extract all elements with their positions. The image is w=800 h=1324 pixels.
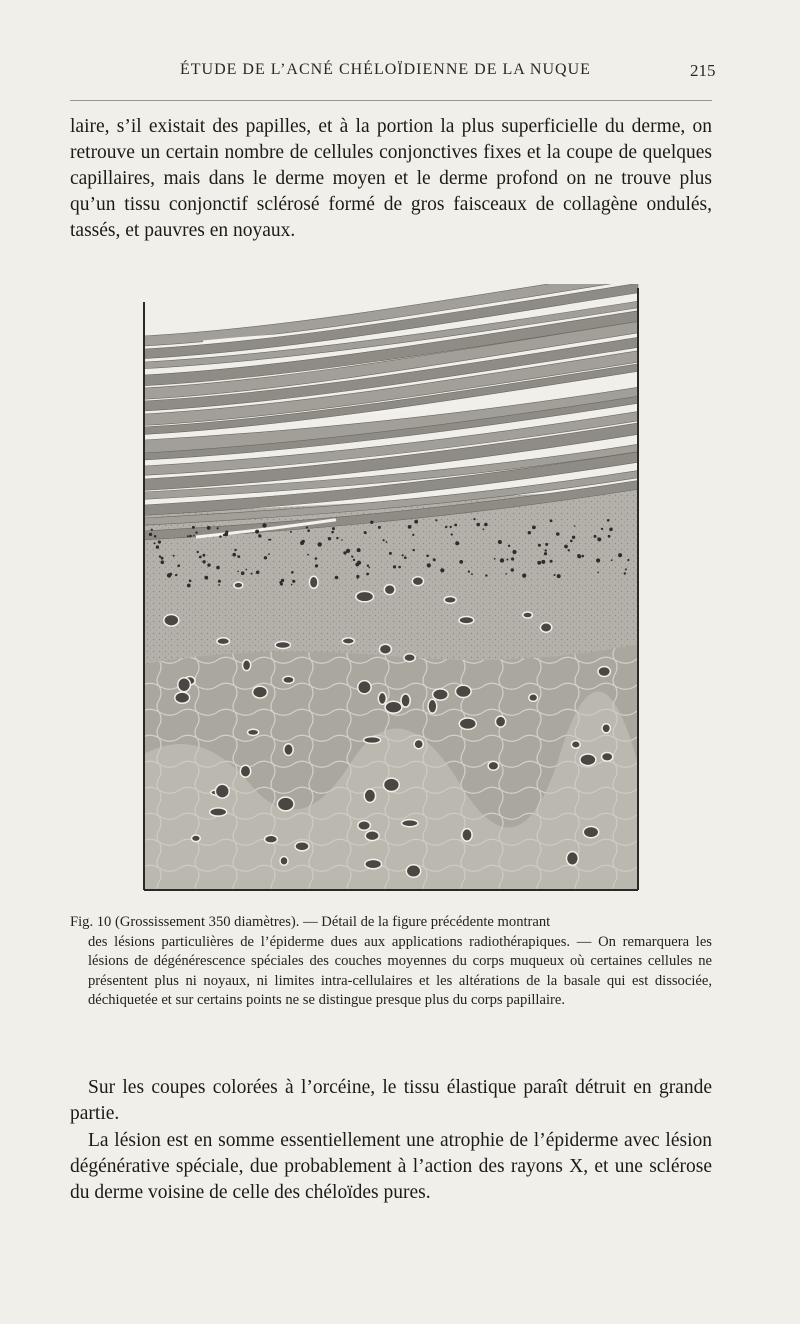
pigment-granule [413,549,415,551]
pigment-granule [597,537,601,541]
pigment-granule [498,540,502,544]
pigment-granule [207,526,211,530]
figure-caption [70,913,712,1011]
pigment-granule [383,539,385,541]
pigment-granule [331,531,334,534]
cell-nucleus [365,859,382,868]
pigment-granule [597,572,599,574]
histology-illustration [140,284,645,894]
pigment-granule [207,563,210,566]
cell-nucleus [540,623,551,632]
cell-nucleus [295,842,309,851]
pigment-granule [624,572,626,574]
pigment-granule [485,574,487,576]
pigment-granule [315,564,318,567]
cell-nucleus [385,701,402,713]
pigment-granule [262,523,266,527]
tissue-layers [144,489,638,890]
pigment-granule [601,528,603,530]
pigment-granule [435,519,437,521]
pigment-granule [256,571,260,575]
pigment-granule [608,535,611,538]
pigment-granule [556,532,560,536]
pigment-granule [625,568,627,570]
cell-nucleus [523,612,533,618]
cell-nucleus [365,831,379,841]
pigment-granule [506,559,508,561]
pigment-granule [512,550,516,554]
pigment-granule [232,553,236,557]
cell-nucleus [309,576,318,588]
cell-nucleus [602,753,613,762]
pigment-granule [336,537,338,539]
pigment-granule [255,530,259,534]
cell-nucleus [243,660,251,671]
pigment-granule [404,556,407,559]
pigment-granule [609,528,613,532]
cell-nucleus [234,582,243,588]
pigment-granule [484,523,488,527]
paragraph-derme: laire, s’il existait des papilles, et à la portion la plus superficielle du derme, on retrouve un certain nombre de cellules conjonctives fixes et la coupe de quelques capillaires, mais dans le derme moyen et le derme profond on ne trouve plus qu’un tissu conjonctif sclérosé formé de gros faisceaux de collagène ondulés, tassés, et pauvres en noyaux. [70,116,712,241]
pigment-granule [307,554,309,556]
pigment-granule [202,560,205,563]
pigment-granule [237,555,240,558]
cell-nucleus [414,740,423,749]
pigment-granule [505,573,507,575]
pigment-granule [149,533,152,536]
cell-nucleus [364,737,381,744]
pigment-granule [427,563,431,567]
cell-nucleus [284,744,293,756]
pigment-granule [258,534,261,537]
cell-nucleus [580,754,596,766]
pigment-granule [627,559,629,561]
pigment-granule [445,526,447,528]
histology-figure [140,284,645,894]
pigment-granule [151,529,153,531]
pigment-granule [574,525,576,527]
pigment-granule [522,574,526,578]
pigment-granule [370,521,373,524]
pigment-granule [389,552,392,555]
pigment-granule [154,542,156,544]
cell-nucleus [412,577,423,586]
pigment-granule [204,576,208,580]
pigment-granule [291,571,294,574]
pigment-granule [268,553,270,555]
pigment-granule [476,523,480,527]
pigment-granule [161,560,165,564]
collagen-bundle [144,284,638,359]
pigment-granule [454,524,457,527]
pigment-granule [307,529,310,532]
cell-nucleus [401,694,410,707]
cell-nucleus [444,597,456,604]
cell-nucleus [277,797,294,811]
pigment-granule [511,557,514,560]
cell-nucleus [406,865,420,878]
cell-nucleus [217,638,230,645]
pigment-granule [219,535,221,537]
pigment-granule [367,565,369,567]
pigment-granule [450,526,452,528]
cell-nucleus [459,718,476,729]
pigment-granule [302,540,305,543]
pigment-granule [251,573,253,575]
pigment-granule [414,520,418,524]
cell-nucleus [602,724,610,733]
cell-nucleus [210,808,227,816]
pigment-granule [341,539,343,541]
pigment-granule [532,526,536,530]
pigment-granule [328,537,331,540]
pigment-granule [290,531,292,533]
pigment-granule [594,535,597,538]
pigment-granule [161,557,164,560]
pigment-granule [550,560,553,563]
pigment-granule [393,565,396,568]
cell-nucleus [240,765,250,777]
pigment-granule [494,558,496,560]
pigment-granule [203,554,206,557]
pigment-granule [596,558,600,562]
pigment-granule [607,519,610,522]
pigment-granule [234,549,236,551]
cell-nucleus [248,729,259,735]
pigment-granule [508,545,510,547]
cell-nucleus [462,829,472,842]
pigment-granule [455,541,459,545]
pigment-granule [408,525,412,529]
pigment-granule [378,526,381,529]
pigment-granule [426,555,429,558]
pigment-granule [223,534,225,536]
cell-nucleus [598,667,610,677]
cell-nucleus [378,692,386,704]
pigment-granule [386,541,388,543]
pigment-granule [440,568,444,572]
pigment-granule [195,531,197,533]
cell-nucleus [164,615,179,627]
pigment-granule [318,542,322,546]
pigment-granule [335,576,339,580]
cell-nucleus [567,852,579,866]
pigment-granule [346,549,350,553]
cell-nucleus [364,789,375,802]
pigment-granule [291,584,293,586]
paragraph-conclusion: La lésion est en somme essentiellement une atrophie de l’épiderme avec lésion dégénérative spéciale, due probablement à l’action des rayons X, et une sclérose du derme voisine de celle des chéloïdes pures. [70,1130,712,1203]
pigment-granule [218,580,221,583]
cell-nucleus [459,617,474,624]
pigment-granule [241,571,245,575]
pigment-granule [545,543,548,546]
pigment-granule [156,545,159,548]
pigment-granule [280,583,283,586]
pigment-granule [245,569,247,571]
pigment-granule [538,544,541,547]
pigment-granule [353,559,355,561]
cell-nucleus [265,835,278,843]
pigment-granule [173,555,175,557]
pigment-granule [169,573,172,576]
pigment-granule [197,551,199,553]
pigment-granule [216,566,220,570]
pigment-granule [459,560,463,564]
cell-nucleus [342,638,354,644]
cell-nucleus [253,686,268,698]
pigment-granule [473,518,475,520]
pigment-granule [189,535,192,538]
cell-nucleus [215,784,229,798]
pigment-granule [451,533,453,535]
running-head [0,58,800,88]
cell-nucleus [571,741,580,748]
pigment-granule [564,545,568,549]
pigment-granule [511,568,514,571]
pigment-granule [550,519,553,522]
pigment-granule [292,580,295,583]
pigment-granule [159,555,161,557]
pigment-granule [572,536,575,539]
cell-nucleus [404,654,415,662]
caption-first-line: Fig. 10 (Grossissement 350 diamètres). — Détail de la figure précédente montrant [70,914,551,930]
pigment-granule [199,556,202,559]
pigment-granule [187,535,189,537]
pigment-granule [154,535,157,538]
cell-nucleus [583,827,598,838]
cell-nucleus [358,681,371,694]
cell-nucleus [384,778,400,791]
pigment-granule [269,539,271,541]
pigment-granule [468,571,470,573]
cell-nucleus [433,689,449,700]
cell-nucleus [280,857,288,866]
pigment-granule [351,556,353,558]
pigment-granule [332,527,335,530]
pigment-granule [364,531,367,534]
pigment-granule [264,556,267,559]
cell-nucleus [402,820,418,827]
cell-nucleus [456,685,472,697]
pigment-granule [557,574,561,578]
pigment-granule [544,552,547,555]
cell-nucleus [192,835,201,842]
cell-nucleus [175,692,190,703]
cell-nucleus [283,676,294,683]
pigment-granule [500,558,504,562]
pigment-granule [471,573,473,575]
pigment-granule [568,549,570,551]
pigment-granule [306,526,308,528]
pigment-granule [581,555,584,558]
pigment-granule [218,584,220,586]
caption-continuation: des lésions particulières de l’épiderme dues aux applications radiothérapiques. — On remarquera les lésions de dégénérescence spéciales des couches moyennes du corps muqueux où certaines cellules ne présentent plus ni noyaux, ni limites intra-cellulaires et les altérations de la basale qui est dissociée, déchiquetée et sur certains points ne se distingue presque plus du corps papillaire. [88,933,712,1008]
pigment-granule [578,555,582,559]
pigment-granule [187,584,191,588]
cell-nucleus [356,591,374,601]
cell-nucleus [529,694,538,702]
cell-nucleus [428,699,437,713]
cell-nucleus [379,644,391,654]
pigment-granule [237,571,239,573]
pigment-granule [433,558,436,561]
pigment-granule [528,531,531,534]
pigment-granule [483,528,485,530]
pigment-granule [315,557,318,560]
pigment-granule [355,563,359,567]
cell-nucleus [178,678,191,692]
pigment-granule [537,561,541,565]
pigment-granule [541,560,545,564]
pigment-granule [189,580,192,583]
pigment-granule [177,564,180,567]
cell-nucleus [488,761,499,770]
paragraph-orceine: Sur les coupes colorées à l’orcéine, le tissu élastique paraît détruit en grande partie. [70,1077,712,1124]
running-title: ÉTUDE DE L’ACNÉ CHÉLOÏDIENNE DE LA NUQUE [180,61,591,78]
pigment-granule [570,540,573,543]
pigment-granule [158,540,161,543]
pigment-granule [175,574,177,576]
cell-nucleus [496,716,506,727]
cell-nucleus [275,642,290,649]
pigment-granule [611,559,613,561]
pigment-granule [193,535,195,537]
pigment-granule [618,553,622,557]
pigment-granule [398,566,401,569]
pigment-granule [402,554,404,556]
pigment-granule [357,577,359,579]
page-number: 215 [690,61,716,80]
header-rule [70,100,712,101]
pigment-granule [554,574,556,576]
pigment-granule [368,567,370,569]
pigment-granule [217,527,219,529]
pigment-granule [192,526,195,529]
pigment-granule [412,534,414,536]
pigment-granule [545,549,547,551]
cell-nucleus [384,585,395,595]
pigment-granule [366,573,369,576]
cell-nucleus [358,821,371,831]
pigment-granule [357,548,361,552]
